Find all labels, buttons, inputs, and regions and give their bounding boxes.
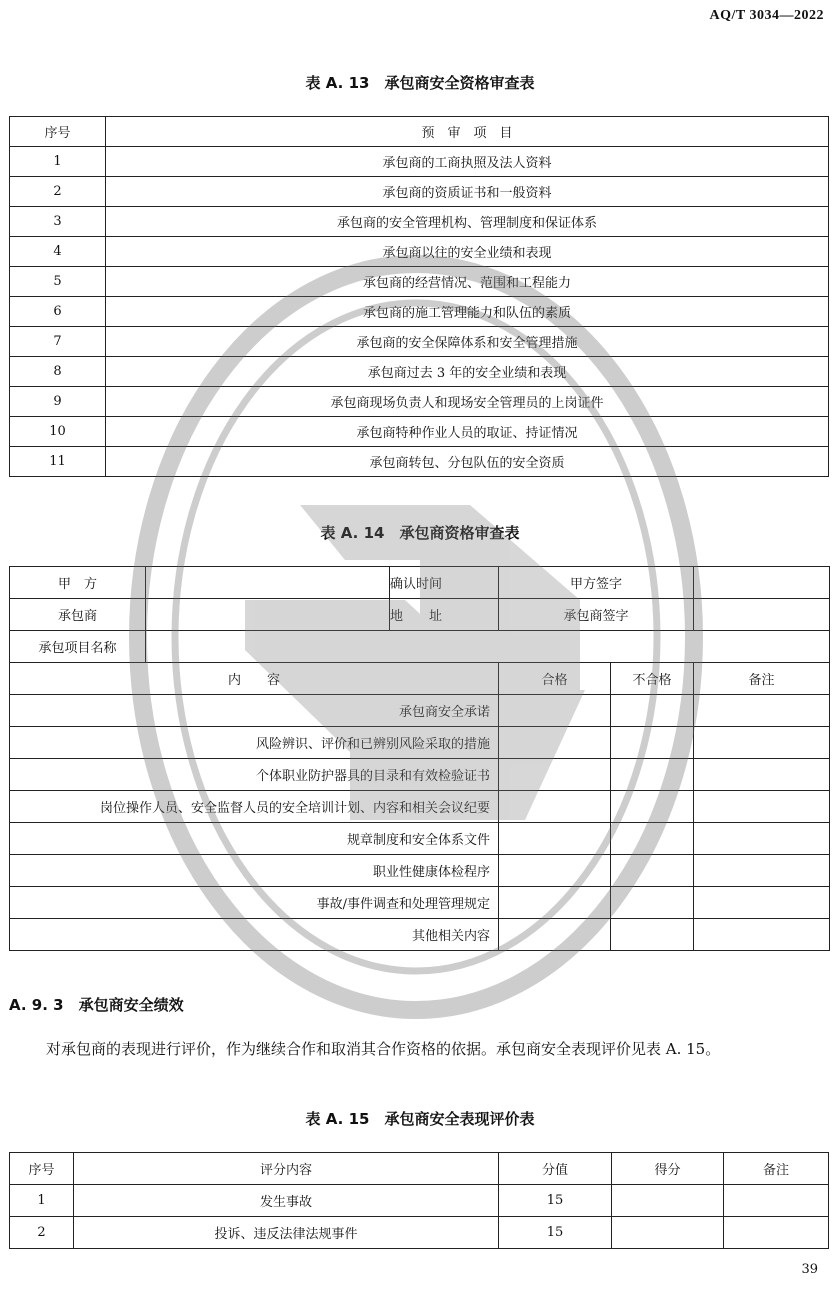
remark-cell	[694, 887, 830, 919]
remark-cell	[694, 855, 830, 887]
pass-cell	[499, 791, 611, 823]
col-header-content: 评分内容	[74, 1153, 499, 1185]
points-cell	[612, 1185, 724, 1217]
table-row	[10, 237, 829, 267]
fail-cell	[611, 791, 694, 823]
page-number: 39	[801, 1262, 818, 1277]
content-item: 风险辨识、评价和已辨别风险采取的措施	[10, 727, 499, 759]
table-row	[10, 417, 829, 447]
remark-cell	[694, 759, 830, 791]
fail-cell	[611, 887, 694, 919]
row-number: 7	[10, 327, 106, 357]
evaluation-content: 投诉、违反法律法规事件	[74, 1217, 499, 1249]
contractor-sign-label: 承包商签字	[499, 599, 694, 631]
remark-cell	[724, 1217, 829, 1249]
col-header-no: 序号	[10, 117, 106, 147]
table-header-row	[10, 1153, 829, 1185]
pass-cell	[499, 887, 611, 919]
pass-cell	[499, 823, 611, 855]
table-header-row	[10, 117, 829, 147]
table-a14	[9, 566, 830, 951]
review-item: 承包商的工商执照及法人资料	[106, 147, 829, 177]
party-a-sign-value	[694, 567, 830, 599]
col-header-pass: 合格	[499, 663, 611, 695]
col-header-remark: 备注	[694, 663, 830, 695]
content-item: 承包商安全承诺	[10, 695, 499, 727]
section-heading: A. 9. 3 承包商安全绩效	[9, 996, 184, 1014]
info-row	[10, 599, 830, 631]
project-name-value	[146, 631, 830, 663]
row-number: 1	[10, 147, 106, 177]
review-item: 承包商转包、分包队伍的安全资质	[106, 447, 829, 477]
content-item: 职业性健康体检程序	[10, 855, 499, 887]
review-item: 承包商的安全管理机构、管理制度和保证体系	[106, 207, 829, 237]
table-row	[10, 1217, 829, 1249]
row-number: 11	[10, 447, 106, 477]
table-row	[10, 267, 829, 297]
table-row	[10, 177, 829, 207]
fail-cell	[611, 727, 694, 759]
review-item: 承包商现场负责人和现场安全管理员的上岗证件	[106, 387, 829, 417]
table-row	[10, 327, 829, 357]
party-a-label: 甲 方	[10, 567, 146, 599]
remark-cell	[724, 1185, 829, 1217]
table-row	[10, 759, 830, 791]
review-item: 承包商的资质证书和一般资料	[106, 177, 829, 207]
remark-cell	[694, 727, 830, 759]
pass-cell	[499, 855, 611, 887]
section-paragraph: 对承包商的表现进行评价，作为继续合作和取消其合作资格的依据。承包商安全表现评价见表 A. 15。	[46, 1040, 721, 1058]
party-a-sign-label: 甲方签字	[499, 567, 694, 599]
points-cell	[612, 1217, 724, 1249]
confirm-time-label: 确认时间	[390, 567, 499, 599]
review-item: 承包商的施工管理能力和队伍的素质	[106, 297, 829, 327]
row-number: 8	[10, 357, 106, 387]
col-header-points: 得分	[612, 1153, 724, 1185]
col-header-score: 分值	[499, 1153, 612, 1185]
standard-code: AQ/T 3034—2022	[709, 8, 824, 23]
info-row	[10, 631, 830, 663]
table-row	[10, 447, 829, 477]
table-a14-caption: 表 A. 14 承包商资格审查表	[320, 524, 520, 542]
fail-cell	[611, 695, 694, 727]
address-label: 地 址	[390, 599, 499, 631]
contractor-label: 承包商	[10, 599, 146, 631]
row-number: 9	[10, 387, 106, 417]
contractor-value	[146, 599, 390, 631]
content-item: 事故/事件调查和处理管理规定	[10, 887, 499, 919]
table-a15	[9, 1152, 829, 1249]
fail-cell	[611, 855, 694, 887]
content-item: 规章制度和安全体系文件	[10, 823, 499, 855]
table-a13-caption: 表 A. 13 承包商安全资格审查表	[305, 74, 535, 92]
review-item: 承包商过去 3 年的安全业绩和表现	[106, 357, 829, 387]
table-row	[10, 727, 830, 759]
table-row	[10, 791, 830, 823]
table-row	[10, 919, 830, 951]
remark-cell	[694, 695, 830, 727]
evaluation-content: 发生事故	[74, 1185, 499, 1217]
review-item: 承包商以往的安全业绩和表现	[106, 237, 829, 267]
table-header-row	[10, 663, 830, 695]
col-header-content: 内 容	[10, 663, 499, 695]
col-header-no: 序号	[10, 1153, 74, 1185]
party-a-value	[146, 567, 390, 599]
row-number: 1	[10, 1185, 74, 1217]
row-number: 3	[10, 207, 106, 237]
review-item: 承包商的经营情况、范围和工程能力	[106, 267, 829, 297]
row-number: 10	[10, 417, 106, 447]
pass-cell	[499, 695, 611, 727]
review-item: 承包商特种作业人员的取证、持证情况	[106, 417, 829, 447]
pass-cell	[499, 759, 611, 791]
row-number: 5	[10, 267, 106, 297]
project-name-label: 承包项目名称	[10, 631, 146, 663]
row-number: 6	[10, 297, 106, 327]
table-row	[10, 297, 829, 327]
table-row	[10, 207, 829, 237]
remark-cell	[694, 823, 830, 855]
fail-cell	[611, 823, 694, 855]
remark-cell	[694, 791, 830, 823]
col-header-remark: 备注	[724, 1153, 829, 1185]
table-row	[10, 695, 830, 727]
fail-cell	[611, 759, 694, 791]
review-item: 承包商的安全保障体系和安全管理措施	[106, 327, 829, 357]
table-row	[10, 387, 829, 417]
score-value: 15	[499, 1217, 612, 1249]
content-item: 个体职业防护器具的目录和有效检验证书	[10, 759, 499, 791]
table-row	[10, 887, 830, 919]
content-item: 岗位操作人员、安全监督人员的安全培训计划、内容和相关会议纪要	[10, 791, 499, 823]
remark-cell	[694, 919, 830, 951]
table-row	[10, 855, 830, 887]
col-header-item: 预 审 项 目	[106, 117, 829, 147]
table-row	[10, 1185, 829, 1217]
score-value: 15	[499, 1185, 612, 1217]
row-number: 2	[10, 177, 106, 207]
table-row	[10, 147, 829, 177]
info-row	[10, 567, 830, 599]
col-header-fail: 不合格	[611, 663, 694, 695]
fail-cell	[611, 919, 694, 951]
table-row	[10, 357, 829, 387]
contractor-sign-value	[694, 599, 830, 631]
row-number: 2	[10, 1217, 74, 1249]
pass-cell	[499, 727, 611, 759]
table-row	[10, 823, 830, 855]
table-a15-caption: 表 A. 15 承包商安全表现评价表	[305, 1110, 535, 1128]
table-a13	[9, 116, 829, 477]
pass-cell	[499, 919, 611, 951]
row-number: 4	[10, 237, 106, 267]
content-item: 其他相关内容	[10, 919, 499, 951]
